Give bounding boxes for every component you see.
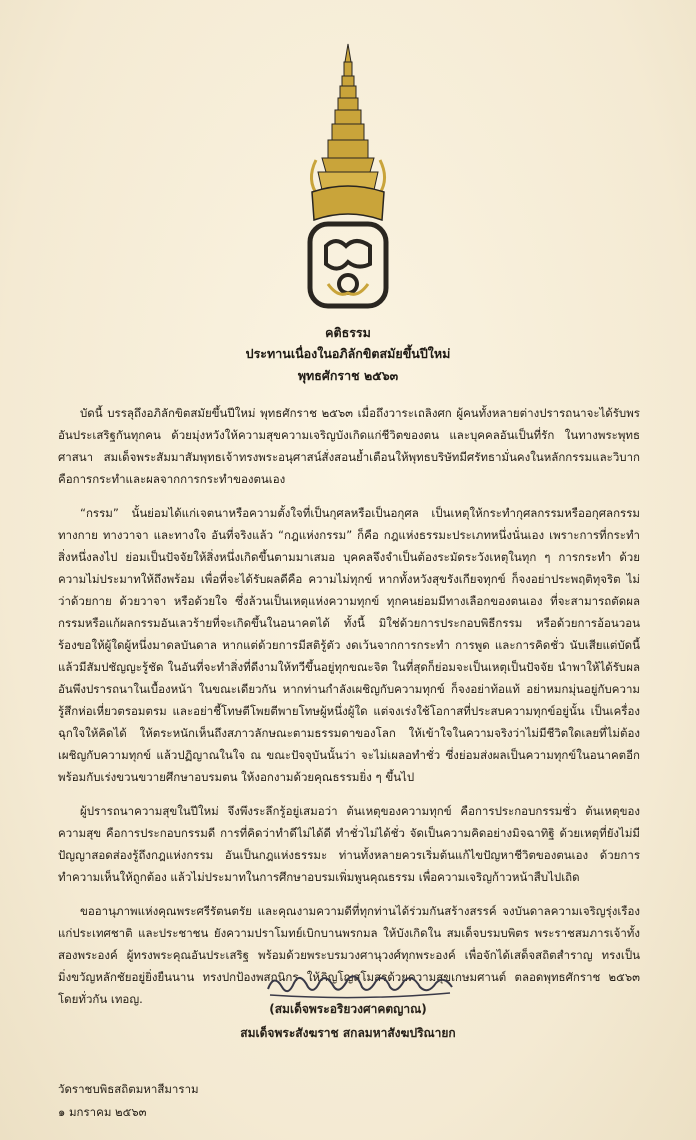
- letter-body: [58, 402, 640, 1022]
- signatory-name: (สมเด็จพระอริยวงศาคตญาณ): [269, 1002, 427, 1016]
- doc-title: คติธรรม: [325, 325, 371, 340]
- issue-place: วัดราชบพิธสถิตมหาสีมาราม: [58, 1082, 199, 1096]
- paragraph: บัดนี้ บรรลุถึงอภิลักขิตสมัยขึ้นปีใหม่ พุทธศักราช ๒๕๖๓ เมื่อถึงวาระเถลิงศก ผู้คนทั้งหลายต่างปรารถนาจะได้รับพรอันประเสริฐกันทุกคน ด้วยมุ่งหวังให้ความสุขความเจริญบังเกิดแก่ชีวิตของตน และบุคคลอันเป็นที่รัก ในทางพระพุทธศาสนา สมเด็จพระสัมมาสัมพุทธเจ้าทรงพระอนุศาสน์สั่งสอนย้ำเตือนให้พุทธบริษัทมีศรัทธามั่นคงในหลักกรรมและวิบาก คือการกระทำและผลจากการกระทำของตนเอง: [58, 406, 640, 486]
- paragraph: “กรรม” นั้นย่อมได้แก่เจตนาหรือความตั้งใจที่เป็นกุศลหรือเป็นอกุศล เป็นเหตุให้กระทำกุศลกรรมหรืออกุศลกรรมทางกาย ทางวาจา และทางใจ อันที่จริงแล้ว “กฎแห่งกรรม” ก็คือ กฎแห่งธรรมะประเภทหนึ่งนั่นเอง เพราะการที่กระทำสิ่งหนึ่งลงไป ย่อมเป็นปัจจัยให้สิ่งหนึ่งเกิดขึ้นตามมาเสมอ บุคคลจึงจำเป็นต้องระมัดระวังเหตุในทุก ๆ การกระทำ ด้วยความไม่ประมาทให้ถึงพร้อม เพื่อที่จะได้รับผลดีคือ ความไม่ทุกข์ หากทั้งหวังสุขรังเกียจทุกข์ ก็จงอย่าประพฤติทุจริต ไม่ว่าด้วยกาย ด้วยวาจา หรือด้วยใจ ซึ่งล้วนเป็นเหตุแห่งความทุกข์ ทุกคนย่อมมีทางเลือกของตนเอง ที่จะสามารถตัดผลกรรมหรือแก้ผลกรรมอันเลวร้ายที่จะเกิดขึ้นในอนาคตได้ ทั้งนี้ มิใช่ด้วยการประกอบพิธีกรรม หรือด้วยการอ้อนวอนร้องขอให้ผู้ใดผู้หนึ่งมาดลบันดาล หากแต่ด้วยการมีสติรู้ตัว งดเว้นจากการกระทำ การพูด และการคิดชั่ว นับเสียแต่บัดนี้ แล้วมีสัมปชัญญะรู้ชัด ในอันที่จะทำสิ่งที่ดีงามให้ทวีขึ้นอยู่ทุกขณะจิต ในที่สุดก็ย่อมจะเป็นเหตุเป็นปัจจัย นำพาให้ได้รับผลอันพึงปรารถนาในเบื้องหน้า ในขณะเดียวกัน หากท่านกำลังเผชิญกับความทุกข์ ก็จงอย่าท้อแท้ อย่าหมกมุ่นอยู่กับความรู้สึกห่อเหี่ยวตรอมตรม และอย่าชี้โทษตีโพยตีพายโทษผู้หนึ่งผู้ใด แต่จงเร่งใช้โอกาสที่ประสบความทุกข์อยู่นั้น เป็นเครื่องฉุกใจให้คิดได้ ให้ตระหนักเห็นถึงสภาวลักษณะตามธรรมดาของโลก ให้เข้าใจในความจริงว่าไม่มีชีวิตใดเลยที่ไม่ต้องเผชิญกับความทุกข์ แล้วปฏิญาณในใจ ณ ขณะปัจจุบันนั้นว่า จะไม่เผลอทำชั่ว ซึ่งย่อมส่งผลเป็นความทุกข์ในอนาคตอีก พร้อมกับเร่งขวนขวายศึกษาอบรมตน ให้งอกงามด้วยคุณธรรมยิ่ง ๆ ขึ้นไป: [58, 506, 640, 784]
- issue-date: ๑ มกราคม ๒๕๖๓: [58, 1105, 147, 1119]
- doc-subtitle: ประทานเนื่องในอภิลักขิตสมัยขึ้นปีใหม่: [245, 346, 451, 361]
- royal-emblem-icon: [298, 40, 398, 320]
- doc-year: พุทธศักราช ๒๕๖๓: [297, 368, 399, 383]
- signatory-title: สมเด็จพระสังฆราช สกลมหาสังฆปริณายก: [240, 1026, 456, 1040]
- paragraph: ขออานุภาพแห่งคุณพระศรีรัตนตรัย และคุณงามความดีที่ทุกท่านได้ร่วมกันสร้างสรรค์ จงบันดาลความเจริญรุ่งเรืองแก่ประเทศชาติ และประชาชน ยังความปราโมทย์เบิกบานพรกมล ให้บังเกิดใน สมเด็จบรมบพิตร พระราชสมภารเจ้าทั้งสองพระองค์ ผู้ทรงพระคุณอันประเสริฐ พร้อมด้วยพระบรมวงศานุวงศ์ทุกพระองค์ เพื่อจักได้เสด็จสถิตสำราญ ทรงเป็นมิ่งขวัญหลักชัยอยู่ยิ่งยืนนาน ทรงปกป้องพสกนิกร ให้ภิญโญสโมสรด้วยความสุขเกษมศานต์ ตลอดพุทธศักราช ๒๕๖๓ โดยทั่วกัน เทอญ.: [58, 904, 640, 1006]
- paragraph: ผู้ปรารถนาความสุขในปีใหม่ จึงพึงระลึกรู้อยู่เสมอว่า ต้นเหตุของความทุกข์ คือการประกอบกรรมชั่ว ต้นเหตุของความสุข คือการประกอบกรรมดี การที่คิดว่าทำดีไม่ได้ดี ทำชั่วไม่ได้ชั่ว จัดเป็นความคิดอย่างมิจฉาทิฐิ ด้วยเหตุที่ยังไม่มีปัญญาสอดส่องรู้ถึงกฎแห่งกรรม อันเป็นกฎแห่งธรรมะ ท่านทั้งหลายควรเริ่มต้นแก้ไขปัญหาชีวิตของตนเอง ด้วยการทำความเห็นให้ถูกต้อง แล้วไม่ประมาทในการศึกษาอบรมเพิ่มพูนคุณธรรม เพื่อความเจริญก้าวหน้าสืบไปเถิด: [58, 804, 640, 884]
- handwritten-signature-icon: [260, 965, 460, 1001]
